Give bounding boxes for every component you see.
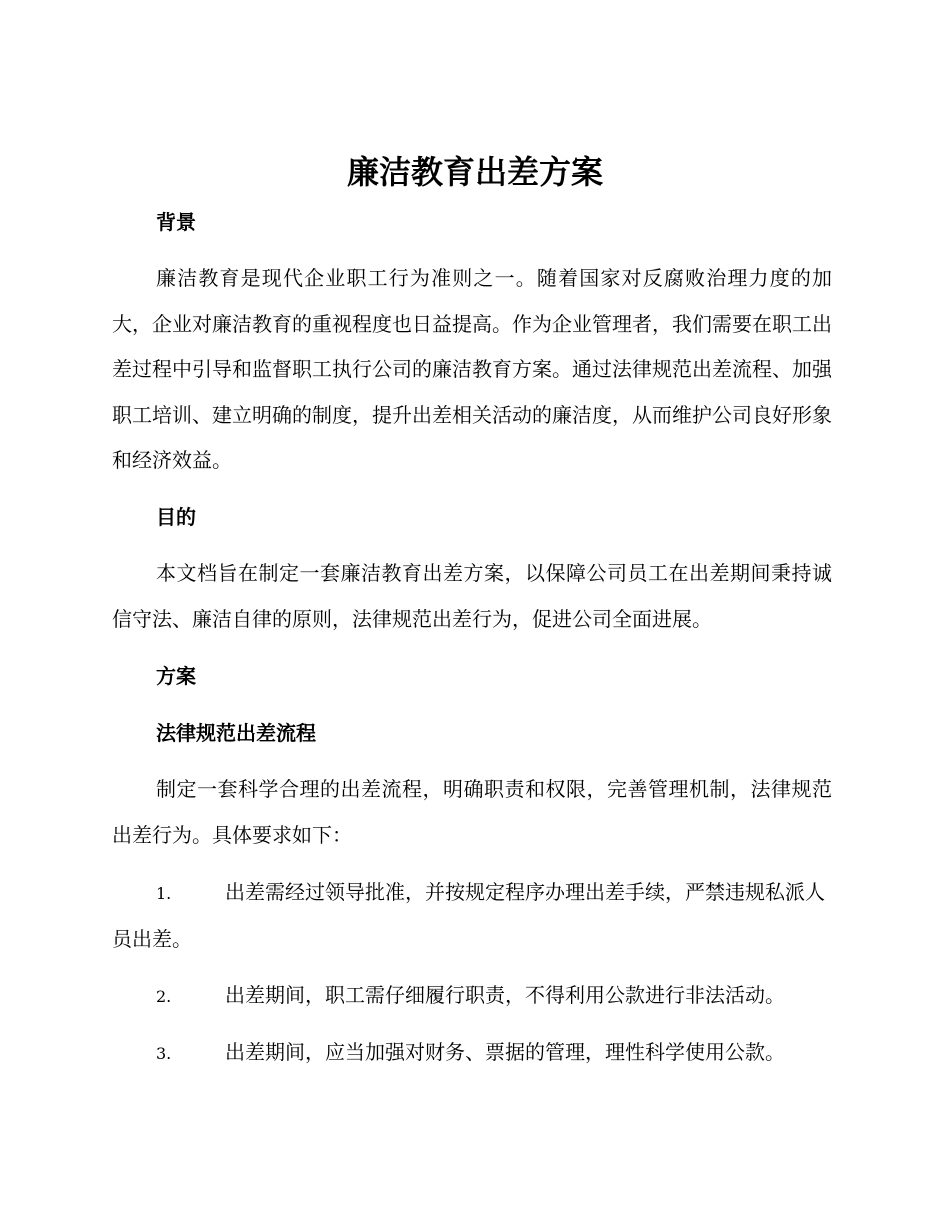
- list-item-number: 1.: [156, 884, 172, 903]
- list-item-text: 出差期间，应当加强对财务、票据的管理，理性科学使用公款。: [225, 1040, 785, 1064]
- section-heading-purpose: 目的: [156, 505, 196, 529]
- list-item: [112, 1030, 832, 1077]
- list-item: [112, 870, 832, 962]
- document-title: 廉洁教育出差方案: [346, 153, 603, 191]
- paragraph-background: 廉洁教育是现代企业职工行为准则之一。随着国家对反腐败治理力度的加大，企业对廉洁教育的重视程度也日益提高。作为企业管理者，我们需要在职工出差过程中引导和监督职工执行公司的廉洁教育方案。通过法律规范出差流程、加强职工培训、建立明确的制度，提升出差相关活动的廉洁度，从而维护公司良好形象和经济效益。: [112, 266, 832, 472]
- section-heading-process: 法律规范出差流程: [156, 721, 316, 745]
- section-heading-background: 背景: [156, 210, 196, 234]
- list-item-number: 3.: [156, 1044, 172, 1063]
- list-item-text: 出差需经过领导批准，并按规定程序办理出差手续，严禁违规私派人员出差。: [112, 880, 825, 951]
- list-item-number: 2.: [156, 987, 172, 1006]
- paragraph-purpose: 本文档旨在制定一套廉洁教育出差方案，以保障公司员工在出差期间秉持诚信守法、廉洁自律的原则，法律规范出差行为，促进公司全面进展。: [112, 561, 832, 631]
- paragraph-process: 制定一套科学合理的出差流程，明确职责和权限，完善管理机制，法律规范出差行为。具体要求如下：: [112, 777, 832, 847]
- section-heading-plan: 方案: [156, 664, 196, 688]
- list-item: [112, 973, 832, 1020]
- list-item-text: 出差期间，职工需仔细履行职责，不得利用公款进行非法活动。: [225, 983, 785, 1007]
